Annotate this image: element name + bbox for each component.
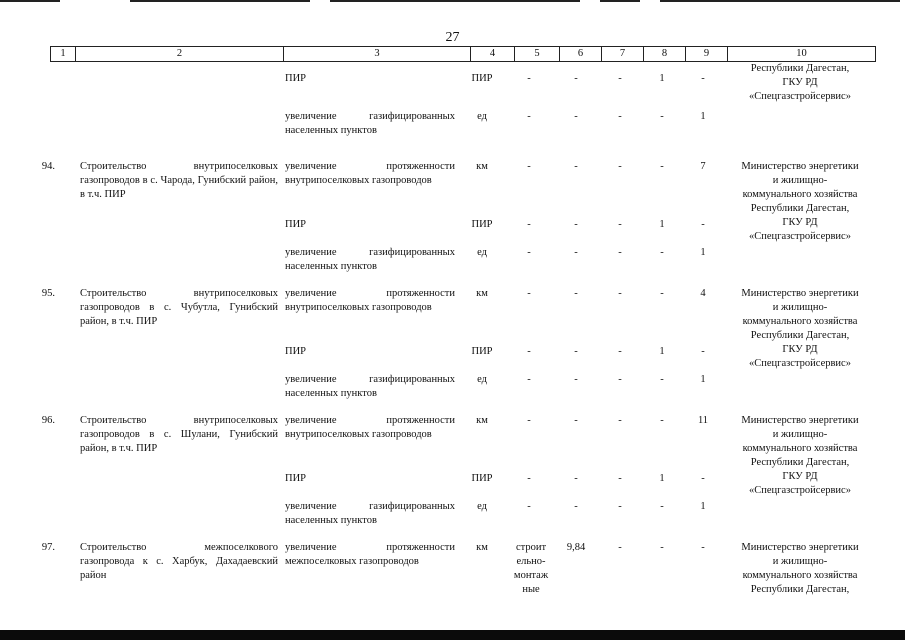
value-col-8: 1 bbox=[659, 73, 665, 84]
object-name: Строительство внутрипоселковых газопроводов в с. Чубутла, Гунибский район, в т.ч. ПИР bbox=[80, 288, 278, 327]
value-col-9: - bbox=[701, 542, 705, 553]
value-col-7: - bbox=[618, 288, 622, 299]
indicator-name: увеличение протяженности межпоселковых газопроводов bbox=[285, 542, 455, 567]
value-col-6: - bbox=[574, 111, 578, 122]
responsible-line: и жилищно- bbox=[772, 429, 828, 440]
unit-of-measure: ед bbox=[477, 374, 487, 385]
value-col-5: - bbox=[527, 346, 531, 357]
value-col-6: - bbox=[574, 473, 578, 484]
responsible-line: «Спецгазстройсервис» bbox=[749, 358, 851, 369]
responsible-line: «Спецгазстройсервис» bbox=[749, 91, 851, 102]
responsible-line: «Спецгазстройсервис» bbox=[749, 231, 851, 242]
responsible-line: Республики Дагестан, bbox=[750, 457, 850, 468]
unit-of-measure: км bbox=[476, 542, 488, 553]
value-col-9: 7 bbox=[700, 161, 706, 172]
value-col-5: - bbox=[527, 111, 531, 122]
header-col-6: 6 bbox=[560, 47, 602, 61]
indicator-name: увеличение протяженности внутрипоселковых газопроводов bbox=[285, 161, 455, 186]
value-col-8: 1 bbox=[659, 473, 665, 484]
responsible-line: и жилищно- bbox=[772, 556, 828, 567]
value-col-9: - bbox=[701, 73, 705, 84]
responsible-line: коммунального хозяйства bbox=[742, 316, 858, 327]
value-col-7: - bbox=[618, 219, 622, 230]
responsible-line: Республики Дагестан, bbox=[750, 203, 850, 214]
unit-of-measure: км bbox=[476, 415, 488, 426]
responsible-line: ГКУ РД bbox=[782, 217, 818, 228]
value-col-8: - bbox=[660, 247, 664, 258]
indicator-name: ПИР bbox=[285, 73, 307, 84]
value-col-5: - bbox=[527, 501, 531, 512]
value-col-6: - bbox=[574, 374, 578, 385]
responsible-line: Министерство энергетики bbox=[741, 542, 859, 553]
scan-top-edge bbox=[0, 0, 905, 3]
indicator-name: ПИР bbox=[285, 473, 307, 484]
responsible-line: и жилищно- bbox=[772, 175, 828, 186]
header-col-2: 2 bbox=[76, 47, 284, 61]
responsible-line: коммунального хозяйства bbox=[742, 443, 858, 454]
responsible-line: Республики Дагестан, bbox=[750, 330, 850, 341]
value-col-9: 1 bbox=[700, 111, 706, 122]
responsible-line: Министерство энергетики bbox=[741, 288, 859, 299]
value-col-9: 4 bbox=[700, 288, 706, 299]
indicator-name: увеличение газифицированных населенных пунктов bbox=[285, 111, 455, 136]
responsible-line: Министерство энергетики bbox=[741, 161, 859, 172]
value-col-8: - bbox=[660, 542, 664, 553]
indicator-name: увеличение газифицированных населенных пунктов bbox=[285, 501, 455, 526]
responsible-line: ГКУ РД bbox=[782, 77, 818, 88]
value-col-8: - bbox=[660, 111, 664, 122]
value-col-7: - bbox=[618, 374, 622, 385]
row-number: 97. bbox=[41, 542, 55, 553]
value-col-6: - bbox=[574, 73, 578, 84]
indicator-name: увеличение протяженности внутрипоселковых газопроводов bbox=[285, 415, 455, 440]
unit-of-measure: км bbox=[476, 288, 488, 299]
indicator-name: ПИР bbox=[285, 219, 307, 230]
value-col-5: - bbox=[527, 473, 531, 484]
unit-of-measure: ПИР bbox=[471, 346, 493, 357]
value-col-9: 11 bbox=[697, 415, 709, 426]
value-col-5: - bbox=[527, 161, 531, 172]
object-name: Строительство межпоселкового газопровода к с. Харбук, Дахадаевский район bbox=[80, 542, 278, 581]
value-col-6: - bbox=[574, 161, 578, 172]
unit-of-measure: ПИР bbox=[471, 473, 493, 484]
header-col-3: 3 bbox=[284, 47, 471, 61]
unit-of-measure: ед bbox=[477, 247, 487, 258]
value-col-9: - bbox=[701, 346, 705, 357]
indicator-name: ПИР bbox=[285, 346, 307, 357]
value-col-8: - bbox=[660, 288, 664, 299]
value-col-5: - bbox=[527, 415, 531, 426]
responsible-executor bbox=[727, 541, 873, 597]
responsible-line: Республики Дагестан, bbox=[750, 584, 850, 595]
responsible-line: Министерство энергетики bbox=[741, 415, 859, 426]
scan-bottom-edge bbox=[0, 630, 905, 640]
responsible-executor bbox=[727, 414, 873, 498]
value-col-5: строит ельно- монтаж ные bbox=[513, 542, 549, 595]
value-col-9: - bbox=[701, 219, 705, 230]
value-col-9: 1 bbox=[700, 501, 706, 512]
value-col-8: - bbox=[660, 161, 664, 172]
value-col-6: - bbox=[574, 219, 578, 230]
value-col-9: 1 bbox=[700, 374, 706, 385]
indicator-name: увеличение газифицированных населенных пунктов bbox=[285, 374, 455, 399]
responsible-line: ГКУ РД bbox=[782, 344, 818, 355]
header-col-7: 7 bbox=[602, 47, 644, 61]
responsible-line: «Спецгазстройсервис» bbox=[749, 485, 851, 496]
value-col-6: - bbox=[574, 288, 578, 299]
responsible-line: коммунального хозяйства bbox=[742, 189, 858, 200]
value-col-7: - bbox=[618, 415, 622, 426]
value-col-6: 9,84 bbox=[566, 542, 586, 553]
value-col-8: 1 bbox=[659, 219, 665, 230]
responsible-line: и жилищно- bbox=[772, 302, 828, 313]
value-col-8: 1 bbox=[659, 346, 665, 357]
value-col-6: - bbox=[574, 247, 578, 258]
responsible-executor bbox=[727, 62, 873, 104]
header-col-10: 10 bbox=[728, 47, 876, 61]
table-header-row bbox=[50, 46, 876, 62]
object-name: Строительство внутрипоселковых газопроводов в с. Чарода, Гунибский район, в т.ч. ПИР bbox=[80, 161, 278, 200]
value-col-9: - bbox=[701, 473, 705, 484]
value-col-7: - bbox=[618, 542, 622, 553]
value-col-5: - bbox=[527, 73, 531, 84]
value-col-7: - bbox=[618, 473, 622, 484]
unit-of-measure: ПИР bbox=[471, 73, 493, 84]
responsible-line: Республики Дагестан, bbox=[750, 63, 850, 74]
unit-of-measure: ПИР bbox=[471, 219, 493, 230]
responsible-executor bbox=[727, 160, 873, 244]
value-col-5: - bbox=[527, 374, 531, 385]
header-col-9: 9 bbox=[686, 47, 728, 61]
value-col-6: - bbox=[574, 415, 578, 426]
value-col-7: - bbox=[618, 161, 622, 172]
value-col-8: - bbox=[660, 415, 664, 426]
indicator-name: увеличение газифицированных населенных пунктов bbox=[285, 247, 455, 272]
row-number: 96. bbox=[41, 415, 55, 426]
header-col-8: 8 bbox=[644, 47, 686, 61]
page-number: 27 bbox=[445, 30, 460, 45]
value-col-7: - bbox=[618, 73, 622, 84]
value-col-8: - bbox=[660, 501, 664, 512]
object-name: Строительство внутрипоселковых газопроводов в с. Шулани, Гунибский район, в т.ч. ПИР bbox=[80, 415, 278, 454]
value-col-6: - bbox=[574, 346, 578, 357]
row-number: 94. bbox=[41, 161, 55, 172]
header-col-1: 1 bbox=[51, 47, 76, 61]
responsible-executor bbox=[727, 287, 873, 371]
row-number: 95. bbox=[41, 288, 55, 299]
header-col-4: 4 bbox=[471, 47, 515, 61]
indicator-name: увеличение протяженности внутрипоселковых газопроводов bbox=[285, 288, 455, 313]
responsible-line: ГКУ РД bbox=[782, 471, 818, 482]
value-col-7: - bbox=[618, 247, 622, 258]
unit-of-measure: ед bbox=[477, 111, 487, 122]
responsible-line: коммунального хозяйства bbox=[742, 570, 858, 581]
unit-of-measure: ед bbox=[477, 501, 487, 512]
unit-of-measure: км bbox=[476, 161, 488, 172]
value-col-8: - bbox=[660, 374, 664, 385]
value-col-9: 1 bbox=[700, 247, 706, 258]
value-col-7: - bbox=[618, 501, 622, 512]
value-col-6: - bbox=[574, 501, 578, 512]
header-col-5: 5 bbox=[515, 47, 560, 61]
value-col-7: - bbox=[618, 111, 622, 122]
value-col-5: - bbox=[527, 219, 531, 230]
value-col-7: - bbox=[618, 346, 622, 357]
value-col-5: - bbox=[527, 288, 531, 299]
value-col-5: - bbox=[527, 247, 531, 258]
